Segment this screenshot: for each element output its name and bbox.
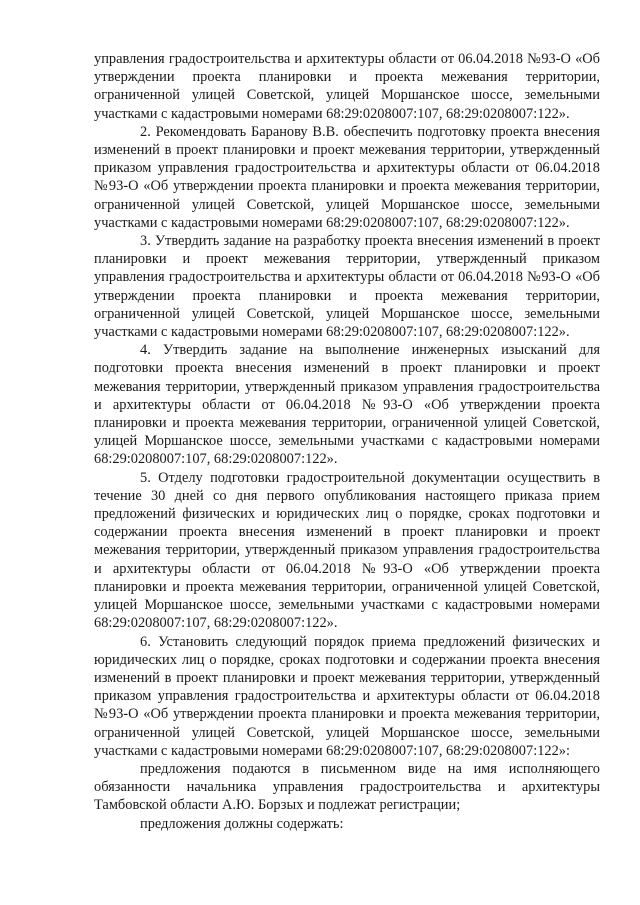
paragraph-proposal-contents: предложения должны содержать: <box>140 815 344 832</box>
paragraph-submission-rules: предложения подаются в письменном виде на имя исполняющего обязанности начальника управления градостроительства и архитектуры Тамбовской области А.Ю. Борзых и подлежат регистрации; <box>94 760 600 814</box>
paragraph-item-6: 6. Установить следующий порядок приема предложений физических и юридических лиц о порядке, сроках подготовки и содержании проекта внесения изменений в проект планировки и проект межевания территории, утвержденный приказом управления градостроительства и архитектуры области от 06.04.2018 №93-О «Об утверждении проекта планировки и проекта межевания территории, ограниченной улицей Советской, улицей Моршанское шоссе, земельными участками с кадастровыми номерами 68:29:0208007:107, 68:29:0208007:122»: <box>94 633 600 759</box>
paragraph-item-4: 4. Утвердить задание на выполнение инженерных изысканий для подготовки проекта внесения изменений в проект планировки и проект межевания территории, утвержденный приказом управления градостроительства и архитектуры области от 06.04.2018 №93-О «Об утверждении проекта планировки и проекта межевания территории, ограниченной улицей Советской, улицей Моршанское шоссе, земельными участками с кадастровыми номерами 68:29:0208007:107, 68:29:0208007:122». <box>94 342 600 468</box>
paragraph-item-5: 5. Отделу подготовки градостроительной документации осуществить в течение 30 дней со дня первого опубликования настоящего приказа прием предложений физических и юридических лиц о порядке, сроках подготовки и содержании проекта внесения изменений в проект планировки и проект межевания территории, утвержденный приказом управления градостроительства и архитектуры области от 06.04.2018 №93-О «Об утверждении проекта планировки и проекта межевания территории, ограниченной улицей Советской, улицей Моршанское шоссе, земельными участками с кадастровыми номерами 68:29:0208007:107, 68:29:0208007:122». <box>94 469 600 632</box>
paragraph-item-2: 2. Рекомендовать Баранову В.В. обеспечить подготовку проекта внесения изменений в проект планировки и проект межевания территории, утвержденный приказом управления градостроительства и архитектуры области от 06.04.2018 №93-О «Об утверждении проекта планировки и проекта межевания территории, ограниченной улицей Советской, улицей Моршанское шоссе, земельными участками с кадастровыми номерами 68:29:0208007:107, 68:29:0208007:122». <box>94 123 600 231</box>
paragraph-continuation: управления градостроительства и архитектуры области от 06.04.2018 №93-О «Об утверждении проекта планировки и проекта межевания территории, ограниченной улицей Советской, улицей Моршанское шоссе, земельными участками с кадастровыми номерами 68:29:0208007:107, 68:29:0208007:122». <box>94 51 600 122</box>
paragraph-item-3: 3. Утвердить задание на разработку проекта внесения изменений в проект планировки и проект межевания территории, утвержденный приказом управления градостроительства и архитектуры области от 06.04.2018 №93-О «Об утверждении проекта планировки и проекта межевания территории, ограниченной улицей Советской, улицей Моршанское шоссе, земельными участками с кадастровыми номерами 68:29:0208007:107, 68:29:0208007:122». <box>94 233 600 341</box>
